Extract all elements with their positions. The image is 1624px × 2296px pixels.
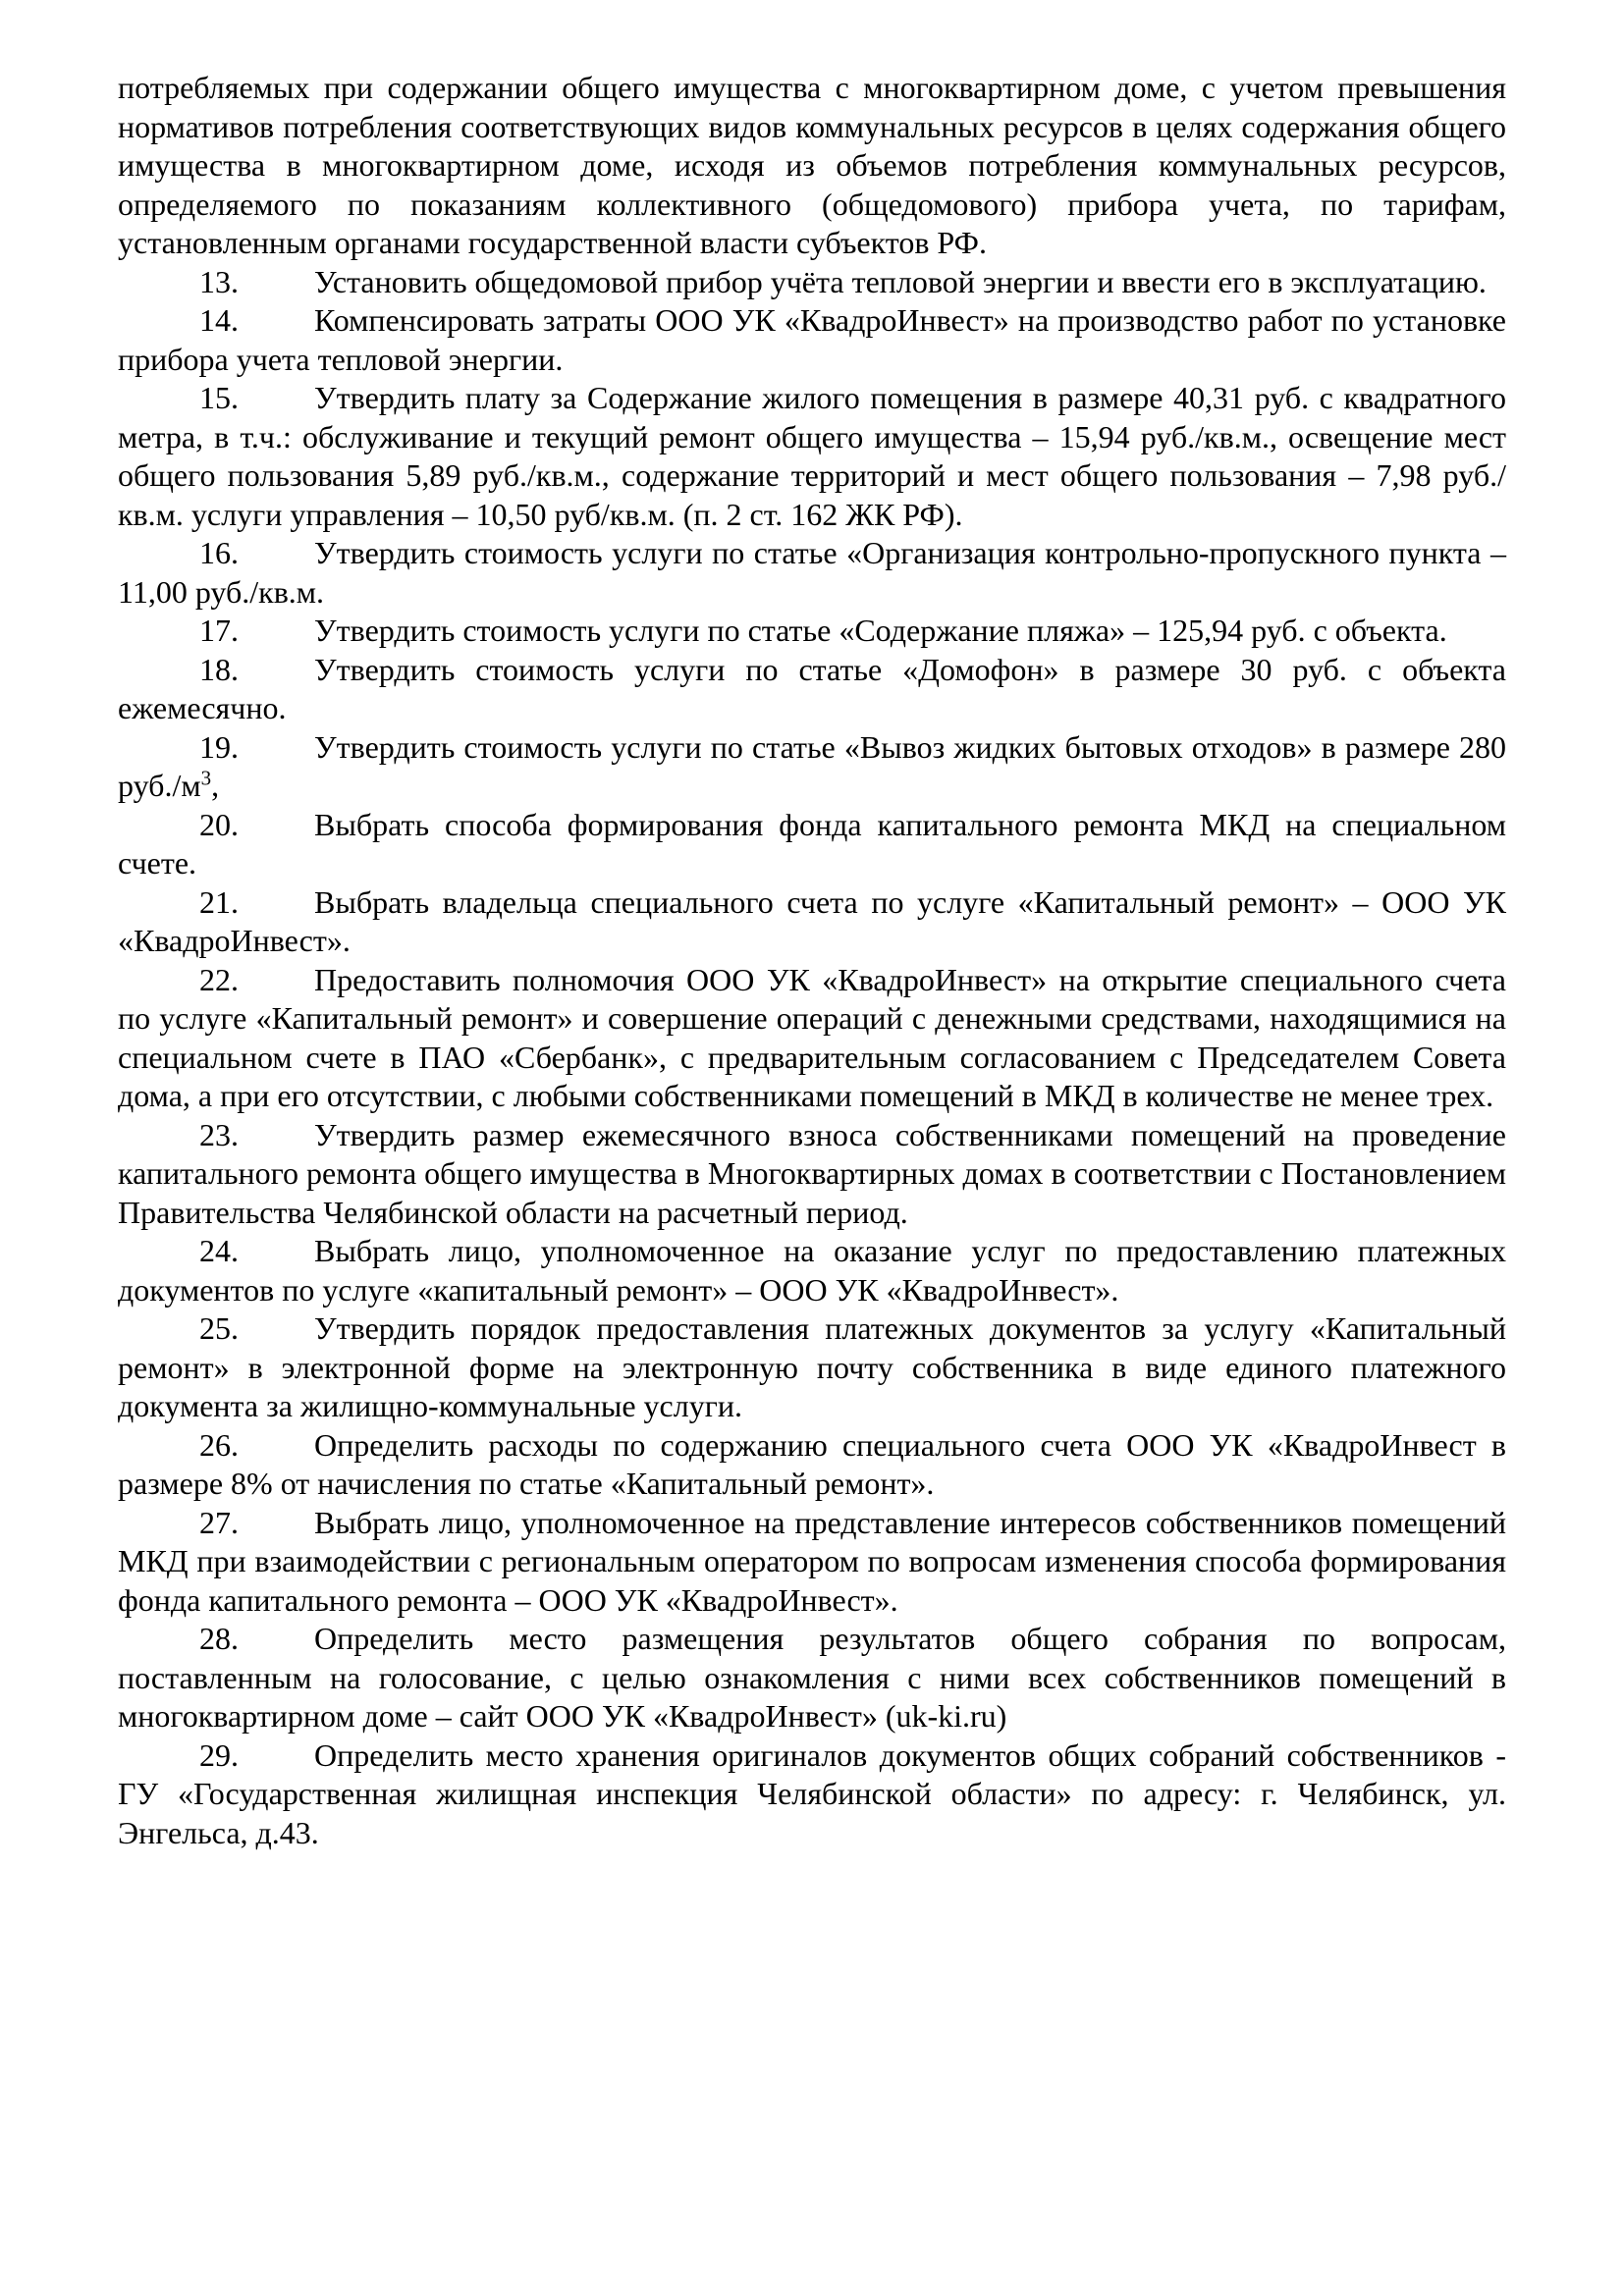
item-text: Выбрать лицо, уполномоченное на оказание услуг по предоставлению платежных документов по услуге «капитальный ремонт» – ООО УК «КвадроИнвест». — [118, 1233, 1506, 1308]
item-text: Утвердить стоимость услуги по статье «Вывоз жидких бытовых отходов» в размере 280 руб./м — [118, 728, 1506, 803]
item-number: 17. — [199, 613, 239, 648]
agenda-item-18 — [118, 651, 1506, 728]
item-text: Утвердить размер ежемесячного взноса собственниками помещений на проведение капитального ремонта общего имущества в Многоквартирных домах в соответствии с Постановлением Правительства Челябинской области на расчетный период. — [118, 1116, 1506, 1230]
continuation-paragraph — [118, 69, 1506, 263]
item-number: 20. — [199, 806, 239, 842]
agenda-item-25 — [118, 1309, 1506, 1426]
agenda-item-28 — [118, 1620, 1506, 1736]
agenda-item-22 — [118, 961, 1506, 1116]
item-number: 19. — [199, 728, 239, 765]
item-number: 21. — [199, 883, 239, 920]
item-text: Определить расходы по содержанию специального счета ООО УК «КвадроИнвест в размере 8% от начисления по статье «Капитальный ремонт». — [118, 1426, 1506, 1501]
agenda-item-15 — [118, 379, 1506, 534]
agenda-item-29 — [118, 1736, 1506, 1853]
item-text: Выбрать владельца специального счета по услуге «Капитальный ремонт» – ООО УК «КвадроИнвест». — [118, 883, 1506, 958]
item-number: 18. — [199, 651, 239, 687]
item-number: 13. — [199, 263, 239, 299]
item-text: Выбрать способа формирования фонда капитального ремонта МКД на специальном счете. — [118, 806, 1506, 881]
agenda-item-21 — [118, 883, 1506, 961]
item-number: 29. — [199, 1736, 239, 1773]
item-number: 26. — [199, 1426, 239, 1463]
item-number: 23. — [199, 1116, 239, 1152]
item-number: 24. — [199, 1233, 239, 1268]
item-number: 28. — [199, 1621, 239, 1656]
paragraph-text: потребляемых при содержании общего имущества с многоквартирном доме, с учетом превышения нормативов потребления соответствующих видов коммунальных ресурсов в целях содержания общего имущества в многоквартирном доме, исходя из объемов потребления коммунальных ресурсов, определяемого по показаниям коллективного (общедомового) прибора учета, по тарифам, установленным органами государственной власти субъектов РФ. — [118, 70, 1506, 260]
item-text: Компенсировать затраты ООО УК «КвадроИнвест» на производство работ по установке прибора учета тепловой энергии. — [118, 302, 1506, 377]
item-text: Определить место хранения оригиналов документов общих собраний собственников - ГУ «Государственная жилищная инспекция Челябинской области» по адресу: г. Челябинск, ул. Энгельса, д.43. — [118, 1736, 1506, 1850]
item-text: Установить общедомовой прибор учёта тепловой энергии и ввести его в эксплуатацию. — [314, 263, 1487, 299]
item-text: Определить место размещения результатов общего собрания по вопросам, поставленным на голосование, с целью ознакомления с ними всех собственников помещений в многоквартирном доме – сайт ООО УК «КвадроИнвест» (uk-ki.ru) — [118, 1621, 1506, 1734]
item-text: Выбрать лицо, уполномоченное на представление интересов собственников помещений МКД при взаимодействии с региональным оператором по вопросам изменения способа формирования фонда капитального ремонта – ООО УК «КвадроИнвест». — [118, 1504, 1506, 1618]
item-text: Утвердить стоимость услуги по статье «Содержание пляжа» – 125,94 руб. с объекта. — [314, 613, 1447, 648]
item-text-tail: , — [211, 768, 220, 803]
item-number: 27. — [199, 1504, 239, 1540]
agenda-item-23 — [118, 1116, 1506, 1233]
item-number: 14. — [199, 302, 239, 338]
agenda-item-26 — [118, 1426, 1506, 1504]
agenda-item-24 — [118, 1232, 1506, 1309]
item-number: 22. — [199, 961, 239, 997]
item-number: 25. — [199, 1310, 239, 1346]
item-text: Утвердить стоимость услуги по статье «Домофон» в размере 30 руб. с объекта ежемесячно. — [118, 651, 1506, 725]
item-text: Утвердить порядок предоставления платежных документов за услугу «Капитальный ремонт» в электронной форме на электронную почту собственника в виде единого платежного документа за жилищно-коммунальные услуги. — [118, 1310, 1506, 1423]
agenda-item-20 — [118, 806, 1506, 883]
item-number: 16. — [199, 535, 239, 570]
item-number: 15. — [199, 380, 239, 415]
item-text: Утвердить стоимость услуги по статье «Организация контрольно-пропускного пункта – 11,00 руб./кв.м. — [118, 535, 1506, 610]
agenda-item-27 — [118, 1504, 1506, 1621]
item-text: Утвердить плату за Содержание жилого помещения в размере 40,31 руб. с квадратного метра, в т.ч.: обслуживание и текущий ремонт общего имущества – 15,94 руб./кв.м., освещение мест общего пользования 5,89 руб./кв.м., содержание территорий и мест общего пользования – 7,98 руб./кв.м. услуги управления – 10,50 руб/кв.м. (п. 2 ст. 162 ЖК РФ). — [118, 380, 1506, 532]
agenda-item-17 — [118, 612, 1506, 651]
agenda-item-14 — [118, 301, 1506, 379]
item-text: Предоставить полномочия ООО УК «КвадроИнвест» на открытие специального счета по услуге «Капитальный ремонт» и совершение операций с денежными средствами, находящимися на специальном счете в ПАО «Сбербанк», с предварительным согласованием с Председателем Совета дома, а при его отсутствии, с любыми собственниками помещений в МКД в количестве не менее трех. — [118, 961, 1506, 1113]
agenda-item-13 — [118, 263, 1506, 302]
cubic-meter-superscript: 3 — [200, 766, 212, 790]
agenda-item-19 — [118, 728, 1506, 806]
agenda-item-16 — [118, 534, 1506, 612]
